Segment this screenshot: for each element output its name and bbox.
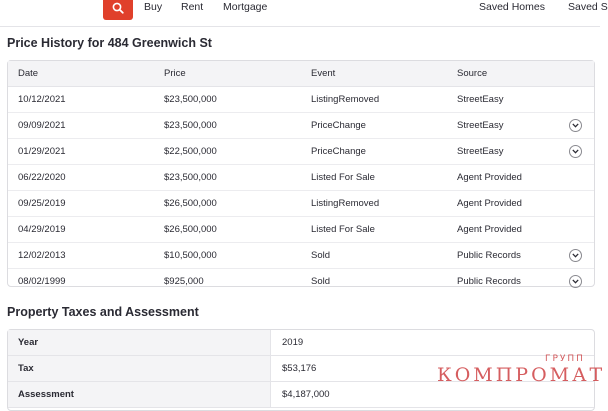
tax-label-assessment: Assessment <box>18 389 74 400</box>
column-header-price: Price <box>164 68 186 79</box>
cell-event: ListingRemoved <box>311 94 380 105</box>
table-row <box>8 87 594 113</box>
nav-mortgage-link[interactable]: Mortgage <box>223 1 268 13</box>
cell-event: Sold <box>311 250 331 261</box>
chevron-down-icon <box>572 279 579 284</box>
cell-price: $26,500,000 <box>164 198 217 209</box>
table-row <box>8 217 594 243</box>
cell-event: PriceChange <box>311 146 366 157</box>
tax-value-year: 2019 <box>282 337 304 348</box>
chevron-down-icon <box>572 123 579 128</box>
cell-price: $23,500,000 <box>164 120 217 131</box>
watermark-main: КОМПРОМАТ <box>437 364 606 386</box>
column-header-date: Date <box>18 68 39 79</box>
watermark <box>437 354 606 400</box>
cell-price: $23,500,000 <box>164 94 217 105</box>
nav-buy-link[interactable]: Buy <box>144 1 163 13</box>
cell-source: StreetEasy <box>457 120 504 131</box>
table-row <box>8 165 594 191</box>
property-taxes-title: Property Taxes and Assessment <box>7 305 199 319</box>
cell-price: $925,000 <box>164 276 204 287</box>
cell-source: StreetEasy <box>457 146 504 157</box>
nav-saved-homes-link[interactable]: Saved Homes <box>479 1 545 13</box>
cell-date: 09/09/2021 <box>18 120 66 131</box>
column-header-source: Source <box>457 68 488 79</box>
cell-event: Listed For Sale <box>311 172 375 183</box>
cell-event: ListingRemoved <box>311 198 380 209</box>
cell-event: PriceChange <box>311 120 366 131</box>
cell-date: 12/02/2013 <box>18 250 66 261</box>
table-row[interactable] <box>8 243 594 269</box>
cell-source: Public Records <box>457 276 521 287</box>
chevron-down-icon <box>572 253 579 258</box>
table-row[interactable] <box>8 113 594 139</box>
nav-saved-searches-link[interactable]: Saved S <box>568 1 608 13</box>
watermark-sub: ГРУПП <box>545 354 585 364</box>
table-header <box>8 61 594 87</box>
tax-value-tax: $53,176 <box>282 363 317 374</box>
top-navigation <box>0 0 608 27</box>
cell-event: Sold <box>311 276 331 287</box>
expand-row-button[interactable] <box>569 145 582 158</box>
table-row <box>8 330 594 356</box>
price-history-title: Price History for 484 Greenwich St <box>7 36 212 50</box>
cell-source: Agent Provided <box>457 172 522 183</box>
search-button[interactable] <box>103 0 133 20</box>
table-row <box>8 191 594 217</box>
tax-value-assessment: $4,187,000 <box>282 389 330 400</box>
expand-row-button[interactable] <box>569 119 582 132</box>
cell-date: 09/25/2019 <box>18 198 66 209</box>
cell-source: Agent Provided <box>457 198 522 209</box>
cell-price: $23,500,000 <box>164 172 217 183</box>
table-row[interactable] <box>8 269 594 294</box>
cell-date: 10/12/2021 <box>18 94 66 105</box>
cell-price: $22,500,000 <box>164 146 217 157</box>
search-icon <box>112 2 124 14</box>
cell-price: $26,500,000 <box>164 224 217 235</box>
expand-row-button[interactable] <box>569 275 582 288</box>
cell-event: Listed For Sale <box>311 224 375 235</box>
cell-date: 01/29/2021 <box>18 146 66 157</box>
expand-row-button[interactable] <box>569 249 582 262</box>
nav-rent-link[interactable]: Rent <box>181 1 204 13</box>
cell-source: Public Records <box>457 250 521 261</box>
tax-label-year: Year <box>18 337 39 348</box>
cell-date: 08/02/1999 <box>18 276 66 287</box>
column-header-event: Event <box>311 68 336 79</box>
chevron-down-icon <box>572 149 579 154</box>
table-row[interactable] <box>8 139 594 165</box>
tax-label-tax: Tax <box>18 363 34 374</box>
cell-source: StreetEasy <box>457 94 504 105</box>
price-history-table <box>7 60 595 287</box>
cell-date: 06/22/2020 <box>18 172 66 183</box>
cell-date: 04/29/2019 <box>18 224 66 235</box>
cell-source: Agent Provided <box>457 224 522 235</box>
cell-price: $10,500,000 <box>164 250 217 261</box>
